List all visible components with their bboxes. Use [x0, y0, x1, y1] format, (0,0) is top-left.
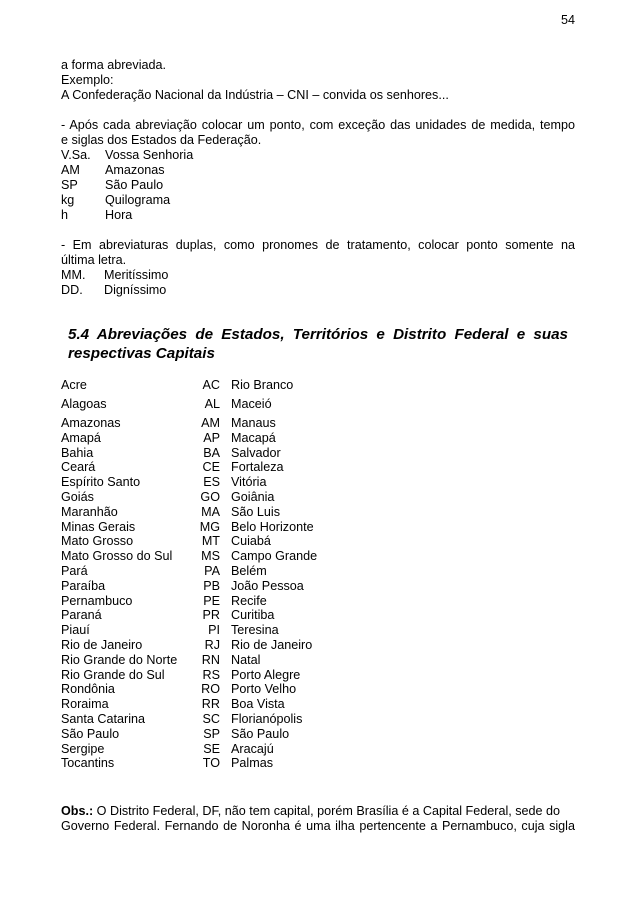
state-abbreviation: PA [204, 563, 220, 578]
example-abbr: MM. [61, 268, 86, 282]
state-abbreviation: AM [201, 416, 220, 430]
state-abbreviation: AC [202, 378, 220, 392]
state-name: Maranhão [61, 504, 118, 519]
state-row [61, 397, 575, 416]
example-abbr: AM [61, 163, 80, 177]
state-row [61, 549, 575, 564]
state-name: Paraná [61, 608, 102, 623]
state-row [61, 682, 575, 697]
example-meaning: Meritíssimo [104, 268, 169, 282]
state-name: Rio Grande do Norte [61, 652, 178, 667]
state-name: São Paulo [61, 726, 120, 741]
example-meaning: São Paulo [105, 178, 164, 192]
state-name: Espírito Santo [61, 475, 141, 490]
state-abbreviation: AP [203, 430, 220, 445]
example-row [61, 268, 575, 283]
state-abbreviation: MA [201, 504, 220, 519]
state-abbreviation: RO [201, 682, 220, 697]
state-row [61, 623, 575, 638]
intro-line-1: a forma abreviada. [61, 58, 167, 72]
example-abbr: kg [61, 193, 75, 207]
state-row [61, 520, 575, 535]
state-capital: Vitória [231, 475, 267, 490]
page-number: 54 [561, 13, 576, 27]
state-abbreviation: MS [201, 549, 220, 564]
section-heading-line-1: 5.4 Abreviações de Estados, Territórios e Distrito Federal e suas [68, 326, 568, 343]
state-name: Ceará [61, 460, 96, 475]
state-row [61, 697, 575, 712]
state-abbreviation: ES [203, 475, 220, 490]
state-capital: Natal [231, 652, 261, 667]
state-name: Santa Catarina [61, 711, 146, 726]
state-row [61, 446, 575, 461]
state-name: Amapá [61, 430, 101, 445]
state-name: Bahia [61, 445, 94, 460]
state-capital: Belém [231, 563, 267, 578]
state-capital: Campo Grande [231, 549, 318, 564]
obs-line-1: O Distrito Federal, DF, não tem capital, porém Brasília é a Capital Federal, sede do [93, 804, 561, 818]
rule-1-line-2: e siglas dos Estados da Federação. [61, 133, 262, 147]
state-abbreviation: RN [201, 652, 220, 667]
state-capital: Belo Horizonte [231, 519, 314, 534]
state-abbreviation: RS [202, 667, 220, 682]
state-abbreviation: PB [203, 578, 220, 593]
intro-example: A Confederação Nacional da Indústria – CNI – convida os senhores... [61, 88, 449, 102]
state-name: Rio de Janeiro [61, 637, 143, 652]
state-row [61, 668, 575, 683]
state-abbreviation: TO [202, 756, 220, 771]
state-name: Sergipe [61, 741, 105, 756]
example-meaning: Amazonas [105, 163, 165, 177]
state-abbreviation: CE [202, 460, 220, 475]
state-row [61, 756, 575, 771]
rule-2-line-1: - Em abreviaturas duplas, como pronomes de tratamento, colocar ponto somente na [61, 238, 575, 252]
intro-line-2: Exemplo: [61, 73, 114, 87]
state-capital: Fortaleza [231, 460, 284, 475]
section-heading [68, 325, 568, 363]
state-row [61, 475, 575, 490]
observation-note [61, 804, 575, 834]
state-capital: Cuiabá [231, 534, 271, 549]
state-name: Alagoas [61, 397, 107, 411]
example-abbr: SP [61, 178, 78, 192]
state-capital: Aracajú [231, 741, 274, 756]
rule-2-examples [61, 268, 575, 298]
state-capital: São Luis [231, 504, 281, 519]
state-name: Pernambuco [61, 593, 133, 608]
rule-1-examples [61, 148, 575, 223]
state-name: Piauí [61, 623, 90, 638]
state-name: Pará [61, 563, 88, 578]
example-row [61, 148, 575, 163]
state-row [61, 490, 575, 505]
state-row [61, 638, 575, 653]
example-meaning: Quilograma [105, 193, 171, 207]
state-abbreviation: AL [204, 397, 220, 411]
state-abbreviation: MG [199, 519, 220, 534]
state-row [61, 505, 575, 520]
state-capital: Porto Velho [231, 682, 297, 697]
state-capital: Florianópolis [231, 711, 303, 726]
state-row [61, 431, 575, 446]
example-meaning: Vossa Senhoria [105, 148, 194, 162]
state-name: Minas Gerais [61, 519, 136, 534]
state-abbreviation: PR [202, 608, 220, 623]
obs-line-2: Governo Federal. Fernando de Noronha é uma ilha pertencente a Pernambuco, cuja sigla [61, 819, 575, 833]
example-row [61, 208, 575, 223]
state-name: Amazonas [61, 416, 121, 430]
state-abbreviation: SE [203, 741, 220, 756]
state-capital: Goiânia [231, 489, 275, 504]
state-row [61, 416, 575, 431]
state-name: Mato Grosso do Sul [61, 549, 173, 564]
state-row [61, 608, 575, 623]
example-abbr: V.Sa. [61, 148, 91, 162]
state-row [61, 460, 575, 475]
state-abbreviation: MT [201, 534, 220, 549]
example-row [61, 193, 575, 208]
obs-label: Obs.: [61, 804, 94, 818]
example-abbr: DD. [61, 283, 83, 297]
state-capital: Teresina [231, 623, 279, 638]
state-capital: São Paulo [231, 726, 290, 741]
document-body [61, 58, 575, 771]
state-row [61, 564, 575, 579]
state-capital: Salvador [231, 445, 281, 460]
state-capital: Manaus [231, 416, 276, 430]
state-name: Rio Grande do Sul [61, 667, 165, 682]
example-abbr: h [61, 208, 69, 222]
state-capital: Recife [231, 593, 267, 608]
example-meaning: Digníssimo [104, 283, 167, 297]
state-capital: Maceió [231, 397, 272, 411]
state-abbreviation: SC [202, 711, 220, 726]
state-name: Mato Grosso [61, 534, 134, 549]
state-capital: Rio Branco [231, 378, 294, 392]
state-capital: João Pessoa [231, 578, 304, 593]
state-name: Acre [61, 378, 87, 392]
state-abbreviation: SP [203, 726, 220, 741]
state-name: Rondônia [61, 682, 115, 697]
state-row [61, 378, 575, 397]
state-row [61, 712, 575, 727]
state-capital: Macapá [231, 430, 276, 445]
rule-1-line-1: - Após cada abreviação colocar um ponto, com exceção das unidades de medida, tempo [61, 118, 575, 132]
rule-2-line-2: última letra. [61, 253, 127, 267]
state-row [61, 727, 575, 742]
state-name: Paraíba [61, 578, 106, 593]
state-abbreviation: PE [203, 593, 220, 608]
state-row [61, 579, 575, 594]
state-capital: Porto Alegre [231, 667, 301, 682]
section-heading-line-2: respectivas Capitais [68, 345, 215, 362]
state-capital: Curitiba [231, 608, 275, 623]
state-name: Roraima [61, 697, 109, 712]
states-table [61, 378, 575, 771]
state-abbreviation: RJ [204, 637, 220, 652]
state-name: Tocantins [61, 756, 115, 771]
state-row [61, 653, 575, 668]
example-meaning: Hora [105, 208, 133, 222]
state-capital: Boa Vista [231, 697, 285, 712]
state-abbreviation: RR [201, 697, 220, 712]
state-row [61, 594, 575, 609]
state-row [61, 534, 575, 549]
example-row [61, 178, 575, 193]
state-abbreviation: BA [203, 445, 220, 460]
state-abbreviation: PI [208, 623, 220, 638]
state-capital: Rio de Janeiro [231, 637, 313, 652]
state-abbreviation: GO [200, 489, 220, 504]
example-row [61, 283, 575, 298]
state-row [61, 742, 575, 757]
state-name: Goiás [61, 489, 94, 504]
state-capital: Palmas [231, 756, 273, 771]
example-row [61, 163, 575, 178]
